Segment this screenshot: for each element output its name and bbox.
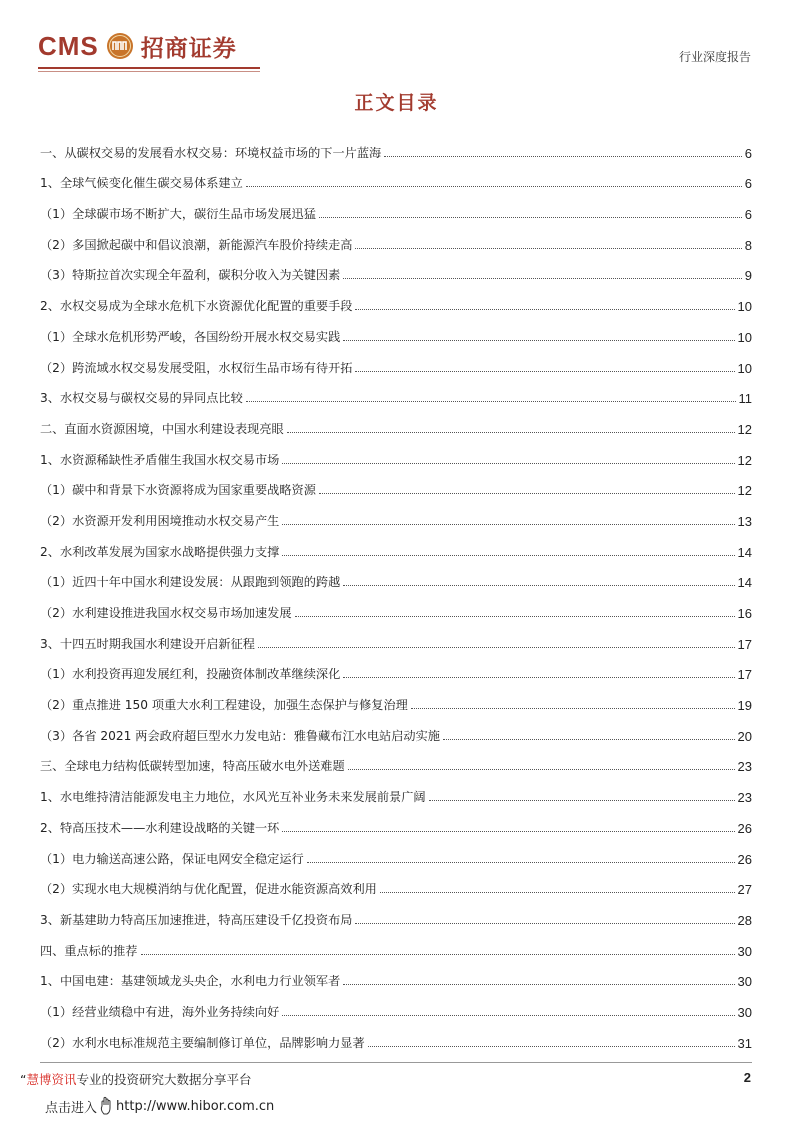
toc-entry-page: 30 xyxy=(737,943,752,959)
toc-entry-title: （2）实现水电大规模消纳与优化配置，促进水能资源高效利用 xyxy=(40,882,377,897)
toc-entry-title: 1、水资源稀缺性矛盾催生我国水权交易市场 xyxy=(40,452,280,467)
toc-entry-title: 3、十四五时期我国水利建设开启新征程 xyxy=(40,636,255,651)
toc-entry-page: 10 xyxy=(737,360,752,376)
toc-entry-title: （2）水利建设推进我国水权交易市场加速发展 xyxy=(40,606,292,620)
toc-entry-page: 28 xyxy=(737,912,752,928)
toc-entry-page: 17 xyxy=(737,636,752,652)
toc-entry-title: （1）碳中和背景下水资源将成为国家重要战略资源 xyxy=(40,483,316,498)
report-type: 行业深度报告 xyxy=(678,50,751,64)
toc-entry-title: 1、水电维持清洁能源发电主力地位，水风光互补业务未来发展前景广阔 xyxy=(40,790,426,805)
toc-entry-title: 1、中国电建：基建领域龙头央企，水利电力行业领军者 xyxy=(40,974,341,989)
toc-dot-leader xyxy=(380,891,735,893)
toc-dot-leader xyxy=(258,646,735,648)
toc-entry-page: 13 xyxy=(737,513,752,529)
toc-entry-title: 2、水权交易成为全球水危机下水资源优化配置的重要手段 xyxy=(40,299,353,314)
toc-entry-title: （2）水利水电标准规范主要编制修订单位，品牌影响力显著 xyxy=(40,1035,365,1050)
toc-entry[interactable] xyxy=(40,406,752,437)
toc-dot-leader xyxy=(282,462,734,464)
toc-entry[interactable] xyxy=(40,590,752,621)
toc-entry-title: 一、从碳权交易的发展看水权交易：环境权益市场的下一片蓝海 xyxy=(40,145,382,160)
toc-dot-leader xyxy=(343,584,734,586)
toc-entry[interactable] xyxy=(40,314,752,345)
toc-dot-leader xyxy=(343,676,734,678)
toc-dot-leader xyxy=(443,738,735,740)
pointing-hand-icon xyxy=(98,1096,114,1116)
toc-entry-title: （1）全球碳市场不断扩大，碳衍生品市场发展迅猛 xyxy=(40,207,316,222)
toc-entry[interactable] xyxy=(40,652,752,683)
toc-dot-leader xyxy=(141,953,735,955)
footer-link[interactable] xyxy=(45,1096,274,1116)
toc-entry[interactable] xyxy=(40,682,752,713)
toc-entry[interactable] xyxy=(40,621,752,652)
toc-entry-page: 19 xyxy=(737,698,752,714)
toc-entry-title: 四、重点标的推荐 xyxy=(40,943,138,958)
toc-dot-leader xyxy=(348,768,735,770)
toc-dot-leader xyxy=(355,308,734,310)
toc-entry[interactable] xyxy=(40,928,752,959)
toc-entry-page: 23 xyxy=(737,790,752,806)
toc-entry-title: （3）各省 2021 两会政府超巨型水力发电站：雅鲁藏布江水电站启动实施 xyxy=(40,728,440,743)
toc-dot-leader xyxy=(384,155,742,157)
toc-dot-leader xyxy=(411,707,735,709)
toc-entry-page: 17 xyxy=(737,667,752,683)
toc-dot-leader xyxy=(355,922,734,924)
toc-entry-page: 20 xyxy=(737,728,752,744)
toc-entry-title: （1）经营业绩稳中有进，海外业务持续向好 xyxy=(40,1004,280,1019)
logo-chinese: 招商证券 xyxy=(140,34,237,62)
table-of-contents xyxy=(40,130,752,1051)
toc-dot-leader xyxy=(282,523,734,525)
toc-dot-leader xyxy=(307,861,735,863)
toc-entry-title: 二、直面水资源困境，中国水利建设表现亮眼 xyxy=(40,421,284,436)
toc-entry[interactable] xyxy=(40,805,752,836)
toc-dot-leader xyxy=(319,216,742,218)
toc-entry-title: （2）多国掀起碳中和倡议浪潮，新能源汽车股价持续走高 xyxy=(40,237,353,252)
toc-entry[interactable] xyxy=(40,253,752,284)
toc-entry[interactable] xyxy=(40,191,752,222)
toc-entry-title: （1）水利投资再迎发展红利，投融资体制改革继续深化 xyxy=(40,667,341,682)
toc-entry[interactable] xyxy=(40,498,752,529)
toc-entry-title: 2、特高压技术——水利建设战略的关键一环 xyxy=(40,820,280,835)
toc-entry-page: 16 xyxy=(737,606,752,621)
footer-rule xyxy=(40,1062,752,1063)
toc-entry-page: 8 xyxy=(744,237,752,253)
toc-entry-page: 9 xyxy=(744,268,752,284)
toc-entry-page: 12 xyxy=(737,483,752,499)
toc-entry[interactable] xyxy=(40,1020,752,1051)
toc-entry-title: 三、全球电力结构低碳转型加速，特高压破水电外送难题 xyxy=(40,759,345,774)
toc-entry[interactable] xyxy=(40,161,752,192)
footer-brand[interactable]: 慧博资讯 xyxy=(26,1072,77,1087)
toc-entry-title: （1）近四十年中国水利建设发展：从跟跑到领跑的跨越 xyxy=(40,575,341,590)
toc-entry-title: 3、水权交易与碳权交易的异同点比较 xyxy=(40,391,243,406)
cms-logo xyxy=(38,26,237,66)
toc-entry-page: 26 xyxy=(737,820,752,836)
toc-entry-page: 10 xyxy=(737,329,752,345)
toc-entry[interactable] xyxy=(40,130,752,161)
toc-dot-leader xyxy=(343,983,734,985)
toc-entry[interactable] xyxy=(40,713,752,744)
toc-dot-leader xyxy=(429,799,735,801)
toc-entry-title: 2、水利改革发展为国家水战略提供强力支撑 xyxy=(40,544,280,559)
toc-entry-page: 12 xyxy=(737,452,752,468)
toc-entry[interactable] xyxy=(40,376,752,407)
toc-dot-leader xyxy=(343,339,734,341)
toc-entry[interactable] xyxy=(40,774,752,805)
footer-tagline xyxy=(20,1070,252,1088)
toc-entry-title: 1、全球气候变化催生碳交易体系建立 xyxy=(40,176,243,191)
toc-entry-title: （3）特斯拉首次实现全年盈利，碳积分收入为关键因素 xyxy=(40,268,341,283)
toc-entry[interactable] xyxy=(40,959,752,990)
toc-dot-leader xyxy=(368,1045,735,1047)
toc-entry-title: 3、新基建助力特高压加速推进，特高压建设千亿投资布局 xyxy=(40,912,353,927)
toc-entry-page: 6 xyxy=(744,207,752,223)
toc-entry-page: 30 xyxy=(737,1004,752,1020)
toc-entry-page: 26 xyxy=(737,851,752,867)
cms-emblem-icon xyxy=(105,31,135,61)
toc-entry[interactable] xyxy=(40,560,752,591)
toc-entry[interactable] xyxy=(40,437,752,468)
toc-entry-title: （2）跨流域水权交易发展受阻，水权衍生品市场有待开拓 xyxy=(40,360,353,375)
footer-quote-mark: “ xyxy=(20,1072,27,1087)
footer-slogan: 专业的投资研究大数据分享平台 xyxy=(76,1072,252,1087)
toc-dot-leader xyxy=(355,370,734,372)
toc-entry-title: （1）电力输送高速公路，保证电网安全稳定运行 xyxy=(40,851,304,866)
toc-entry[interactable] xyxy=(40,283,752,314)
logo-latin: CMS xyxy=(38,30,99,61)
toc-dot-leader xyxy=(246,400,736,402)
toc-entry-page: 6 xyxy=(744,176,752,192)
toc-entry[interactable] xyxy=(40,836,752,867)
toc-dot-leader xyxy=(295,615,735,617)
toc-dot-leader xyxy=(319,492,735,494)
toc-dot-leader xyxy=(246,185,742,187)
toc-dot-leader xyxy=(282,554,734,556)
toc-entry-page: 12 xyxy=(737,421,752,437)
toc-dot-leader xyxy=(282,830,734,832)
toc-entry[interactable] xyxy=(40,345,752,376)
toc-entry-page: 31 xyxy=(737,1035,752,1051)
toc-dot-leader xyxy=(355,247,741,249)
toc-entry[interactable] xyxy=(40,897,752,928)
header-rule-thin xyxy=(38,71,260,72)
toc-entry-title: （1）全球水危机形势严峻，各国纷纷开展水权交易实践 xyxy=(40,329,341,344)
toc-entry[interactable] xyxy=(40,468,752,499)
toc-entry[interactable] xyxy=(40,744,752,775)
toc-entry[interactable] xyxy=(40,222,752,253)
toc-entry[interactable] xyxy=(40,989,752,1020)
toc-dot-leader xyxy=(287,431,735,433)
header-rule xyxy=(38,67,260,69)
toc-entry-page: 30 xyxy=(737,974,752,990)
toc-entry-page: 14 xyxy=(737,544,752,560)
page-title: 正文目录 xyxy=(354,92,439,114)
toc-entry-page: 6 xyxy=(744,145,752,161)
page-number: 2 xyxy=(743,1070,751,1085)
footer-link-url[interactable]: http://www.hibor.com.cn xyxy=(116,1098,275,1114)
toc-entry-page: 11 xyxy=(738,391,752,407)
toc-dot-leader xyxy=(282,1014,734,1016)
toc-entry-page: 23 xyxy=(737,759,752,775)
footer-link-prefix: 点击进入 xyxy=(45,1100,98,1116)
toc-dot-leader xyxy=(343,277,742,279)
toc-entry-page: 10 xyxy=(737,299,752,315)
toc-entry[interactable] xyxy=(40,529,752,560)
toc-entry[interactable] xyxy=(40,867,752,898)
page-header xyxy=(0,0,793,70)
toc-entry-title: （2）重点推进 150 项重大水利工程建设，加强生态保护与修复治理 xyxy=(40,698,408,713)
toc-entry-title: （2）水资源开发利用困境推动水权交易产生 xyxy=(40,513,280,528)
toc-entry-page: 14 xyxy=(737,575,752,591)
toc-entry-page: 27 xyxy=(737,882,752,898)
